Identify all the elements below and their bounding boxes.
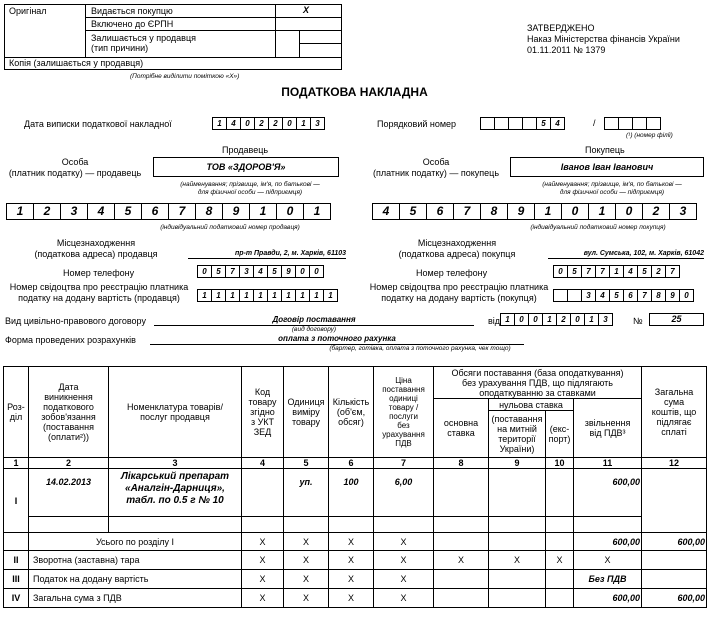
digit-box[interactable]: 1 xyxy=(6,203,34,220)
date-digits[interactable] xyxy=(212,117,325,130)
digit-box[interactable]: 4 xyxy=(550,117,565,130)
digit-box[interactable]: 2 xyxy=(268,117,283,130)
digit-box[interactable]: 0 xyxy=(514,313,529,326)
digit-box[interactable]: 5 xyxy=(399,203,427,220)
issued-to-buyer-mark[interactable]: X xyxy=(303,5,310,15)
digit-box[interactable]: 3 xyxy=(239,265,254,278)
digit-box[interactable]: 2 xyxy=(642,203,670,220)
buyer-header: Покупець xyxy=(585,145,625,155)
seller-ipn-digits[interactable] xyxy=(6,203,331,220)
section4-total[interactable]: 600,00 xyxy=(642,589,707,608)
digit-box[interactable]: 1 xyxy=(239,289,254,302)
seller-name[interactable]: ТОВ «ЗДОРОВ'Я» xyxy=(153,157,339,177)
item-exempt[interactable]: 600,00 xyxy=(574,469,642,517)
col-num-3: 3 xyxy=(109,458,242,469)
digit-box[interactable]: 2 xyxy=(254,117,269,130)
seller-address-label: Місцезнаходження (податкова адреса) продавця xyxy=(34,238,158,259)
item-zero-domestic[interactable] xyxy=(489,469,546,517)
seller-header: Продавець xyxy=(222,145,269,155)
table-row-empty xyxy=(4,517,707,533)
col-exempt: звільнення від ПДВ³ xyxy=(574,399,642,458)
approved-line2: Наказ Міністерства фінансів України xyxy=(527,34,680,44)
section3-label: Податок на додану вартість xyxy=(29,570,242,589)
x-mark: X xyxy=(329,533,374,551)
buyer-address-label: Місцезнаходження (податкова адреса) покупця xyxy=(398,238,516,259)
digit-box[interactable]: 5 xyxy=(114,203,142,220)
digit-box[interactable]: 0 xyxy=(295,265,310,278)
payment-label: Форма проведених розрахунків xyxy=(5,335,136,345)
digit-box[interactable]: 5 xyxy=(567,265,582,278)
col-nomenclature: Номенклатура товарів/ послуг продавця xyxy=(109,367,242,458)
digit-box[interactable]: 1 xyxy=(296,117,311,130)
contract-number[interactable]: 25 xyxy=(649,313,704,326)
x-mark: X xyxy=(434,551,489,570)
buyer-vat-label: Номер свідоцтва про реєстрацію платника податку на додану вартість (покупця) xyxy=(369,282,549,303)
digit-box[interactable]: 0 xyxy=(282,117,297,130)
section1-total-label: Усього по розділу I xyxy=(29,533,242,551)
x-mark: X xyxy=(374,570,434,589)
digit-box[interactable] xyxy=(632,117,647,130)
original-note: (Потрібне виділити поміткою «X») xyxy=(130,73,240,80)
buyer-ipn-digits[interactable] xyxy=(372,203,697,220)
digit-box[interactable]: 0 xyxy=(240,117,255,130)
section1-exempt-total[interactable]: 600,00 xyxy=(574,533,642,551)
contract-num-label: № xyxy=(633,316,643,326)
digit-box[interactable]: 3 xyxy=(598,313,613,326)
digit-box[interactable]: 1 xyxy=(197,289,212,302)
section-roman-2: II xyxy=(4,551,29,570)
digit-box[interactable]: 0 xyxy=(615,203,643,220)
col-code: Код товару згідно з УКТ ЗЕД xyxy=(242,367,284,458)
contract-type[interactable]: Договір поставання xyxy=(154,314,474,326)
col-zero-rate: нульова ставка xyxy=(489,399,574,411)
digit-box[interactable]: 2 xyxy=(556,313,571,326)
original-label: Оригінал xyxy=(9,6,47,16)
section1-total-row xyxy=(4,533,707,551)
digit-box[interactable]: 0 xyxy=(197,265,212,278)
x-mark: X xyxy=(284,533,329,551)
section4-row xyxy=(4,589,707,608)
copy-label: Копія (залишається у продавця) xyxy=(9,58,144,68)
col-volumes: Обсяги поставання (база оподаткування) без урахування ПДВ, що підлягають оподаткуванню за ставками xyxy=(434,367,642,399)
digit-box[interactable]: 4 xyxy=(226,117,241,130)
digit-box[interactable]: 7 xyxy=(637,289,652,302)
serial-note: (¹) (номер філії) xyxy=(626,132,673,139)
col-num-11: 11 xyxy=(574,458,642,469)
x-mark: X xyxy=(546,551,574,570)
col-zero-domestic: (поставання на митній території України) xyxy=(489,411,546,458)
digit-box[interactable]: 1 xyxy=(225,289,240,302)
digit-box[interactable]: 1 xyxy=(303,203,331,220)
digit-box[interactable]: 5 xyxy=(609,289,624,302)
digit-box[interactable] xyxy=(494,117,509,130)
page-title: ПОДАТКОВА НАКЛАДНА xyxy=(281,85,428,99)
goods-table xyxy=(3,366,707,608)
x-mark: X xyxy=(242,570,284,589)
digit-box[interactable] xyxy=(618,117,633,130)
original-copy-box xyxy=(4,4,342,70)
buyer-phone-digits[interactable] xyxy=(553,265,680,278)
digit-box[interactable]: 1 xyxy=(609,265,624,278)
approval-block xyxy=(527,23,680,56)
digit-box[interactable] xyxy=(604,117,619,130)
digit-box[interactable]: 6 xyxy=(426,203,454,220)
section4-exempt[interactable]: 600,00 xyxy=(574,589,642,608)
digit-box[interactable] xyxy=(508,117,523,130)
digit-box[interactable]: 4 xyxy=(623,265,638,278)
digit-box[interactable]: 2 xyxy=(33,203,61,220)
x-mark: X xyxy=(329,589,374,608)
digit-box[interactable] xyxy=(522,117,537,130)
col-num-8: 8 xyxy=(434,458,489,469)
digit-box[interactable] xyxy=(646,117,661,130)
x-mark: X xyxy=(329,551,374,570)
digit-box[interactable]: 8 xyxy=(195,203,223,220)
digit-box[interactable]: 1 xyxy=(253,289,268,302)
item-date[interactable]: 14.02.2013 xyxy=(29,469,109,517)
x-mark: X xyxy=(242,533,284,551)
item-quantity[interactable]: 100 xyxy=(329,469,374,517)
digit-box[interactable]: 5 xyxy=(637,265,652,278)
item-code[interactable] xyxy=(242,469,284,517)
section2-label: Зворотна (заставна) тара xyxy=(29,551,242,570)
digit-box[interactable]: 2 xyxy=(651,265,666,278)
digit-box[interactable] xyxy=(553,289,568,302)
digit-box[interactable]: 5 xyxy=(211,265,226,278)
seller-address[interactable]: пр-т Правди, 2, м. Харків, 61103 xyxy=(188,249,346,259)
col-num-7: 7 xyxy=(374,458,434,469)
digit-box[interactable]: 1 xyxy=(323,289,338,302)
digit-box[interactable]: 8 xyxy=(651,289,666,302)
x-mark: X xyxy=(242,589,284,608)
section-roman-3: III xyxy=(4,570,29,589)
column-number-row xyxy=(4,458,707,469)
col-num-4: 4 xyxy=(242,458,284,469)
item-unit[interactable]: уп. xyxy=(284,469,329,517)
col-num-12: 12 xyxy=(642,458,707,469)
branch-digits[interactable] xyxy=(604,117,661,130)
section-roman-4: IV xyxy=(4,589,29,608)
col-section: Роз- діл xyxy=(4,367,29,458)
section-roman-1: I xyxy=(4,469,29,533)
digit-box[interactable]: 1 xyxy=(249,203,277,220)
digit-box[interactable]: 7 xyxy=(225,265,240,278)
digit-box[interactable]: 6 xyxy=(141,203,169,220)
seller-ipn-note: (індивідуальний податковий номер продавця) xyxy=(160,224,300,231)
digit-box[interactable]: 7 xyxy=(453,203,481,220)
digit-box[interactable] xyxy=(480,117,495,130)
digit-box[interactable]: 1 xyxy=(542,313,557,326)
digit-box[interactable]: 1 xyxy=(534,203,562,220)
seller-phone-label: Номер телефону xyxy=(63,268,135,278)
seller-vat-label: Номер свідоцтва про реєстрацію платника податку на додану вартість (продавця) xyxy=(9,282,189,303)
serial-slash: / xyxy=(593,118,596,128)
digit-box[interactable]: 0 xyxy=(570,313,585,326)
digit-box[interactable] xyxy=(567,289,582,302)
col-zero-export: (екс- порт) xyxy=(546,411,574,458)
buyer-vat-digits[interactable] xyxy=(553,289,694,302)
digit-box[interactable]: 9 xyxy=(665,289,680,302)
digit-box[interactable]: 3 xyxy=(669,203,697,220)
digit-box[interactable]: 1 xyxy=(295,289,310,302)
issued-to-buyer-label: Видається покупцю xyxy=(91,6,173,16)
col-num-2: 2 xyxy=(29,458,109,469)
x-mark: X xyxy=(284,589,329,608)
digit-box[interactable]: 5 xyxy=(267,265,282,278)
digit-box[interactable]: 0 xyxy=(553,265,568,278)
digit-box[interactable]: 7 xyxy=(665,265,680,278)
buyer-phone-label: Номер телефону xyxy=(416,268,488,278)
col-quantity: Кількість (об'єм, обсяг) xyxy=(329,367,374,458)
item-total[interactable] xyxy=(642,469,707,533)
digit-box[interactable]: 1 xyxy=(500,313,515,326)
contract-label: Вид цивільно-правового договору xyxy=(5,316,146,326)
stays-with-seller-label: Залишається у продавця (тип причини) xyxy=(91,33,196,53)
section2-row xyxy=(4,551,707,570)
approved-line1: ЗАТВЕРДЖЕНО xyxy=(527,23,595,33)
item-price[interactable]: 6,00 xyxy=(374,469,434,517)
serial-digits[interactable] xyxy=(480,117,565,130)
x-mark: X xyxy=(284,551,329,570)
x-mark: X xyxy=(374,533,434,551)
x-mark: X xyxy=(374,589,434,608)
digit-box[interactable]: 9 xyxy=(507,203,535,220)
digit-box[interactable]: 0 xyxy=(276,203,304,220)
serial-label: Порядковий номер xyxy=(377,119,457,129)
included-erpn-label: Включено до ЄРПН xyxy=(91,19,174,29)
digit-box[interactable]: 3 xyxy=(310,117,325,130)
payment-form[interactable]: оплата з поточного рахунка xyxy=(150,333,524,345)
digit-box[interactable]: 4 xyxy=(253,265,268,278)
digit-box[interactable]: 4 xyxy=(595,289,610,302)
digit-box[interactable]: 1 xyxy=(281,289,296,302)
x-mark: X xyxy=(489,551,546,570)
digit-box[interactable]: 1 xyxy=(584,313,599,326)
digit-box[interactable]: 6 xyxy=(623,289,638,302)
digit-box[interactable]: 4 xyxy=(87,203,115,220)
digit-box[interactable]: 0 xyxy=(309,265,324,278)
digit-box[interactable]: 7 xyxy=(595,265,610,278)
payment-note: (бартер, готівка, оплата з поточного рахунка, чек тощо) xyxy=(329,345,511,352)
contract-from-label: від xyxy=(488,316,501,326)
digit-box[interactable]: 9 xyxy=(281,265,296,278)
digit-box[interactable]: 7 xyxy=(168,203,196,220)
digit-box[interactable]: 1 xyxy=(212,117,227,130)
buyer-ipn-note: (індивідуальний податковий номер покупця) xyxy=(530,224,666,231)
digit-box[interactable]: 4 xyxy=(372,203,400,220)
item-zero-export[interactable] xyxy=(546,469,574,517)
col-total: Загальна сума коштів, що підлягає сплаті xyxy=(642,367,707,458)
digit-box[interactable]: 0 xyxy=(679,289,694,302)
section3-exempt[interactable]: Без ПДВ xyxy=(574,570,642,589)
date-label: Дата виписки податкової накладної xyxy=(24,119,172,129)
col-date: Дата виникнення податкового зобов'язання (поставання (оплати²)) xyxy=(29,367,109,458)
digit-box[interactable]: 3 xyxy=(60,203,88,220)
col-basic-rate: основна ставка xyxy=(434,399,489,458)
section3-row xyxy=(4,570,707,589)
buyer-address[interactable]: вул. Сумська, 102, м. Харків, 61042 xyxy=(548,249,704,259)
seller-person-label: Особа (платник податку) — продавець xyxy=(8,157,142,178)
digit-box[interactable]: 7 xyxy=(581,265,596,278)
contract-date-digits[interactable] xyxy=(500,313,613,326)
seller-phone-digits[interactable] xyxy=(197,265,324,278)
col-num-5: 5 xyxy=(284,458,329,469)
digit-box[interactable]: 1 xyxy=(588,203,616,220)
col-num-9: 9 xyxy=(489,458,546,469)
digit-box[interactable]: 8 xyxy=(480,203,508,220)
digit-box[interactable]: 1 xyxy=(267,289,282,302)
digit-box[interactable]: 1 xyxy=(211,289,226,302)
col-num-10: 10 xyxy=(546,458,574,469)
contract-note: (вид договору) xyxy=(291,326,337,333)
x-mark: X xyxy=(284,570,329,589)
col-num-1: 1 xyxy=(4,458,29,469)
digit-box[interactable]: 1 xyxy=(309,289,324,302)
section1-grand-total[interactable]: 600,00 xyxy=(642,533,707,551)
item-name[interactable]: Лікарський препарат «Аналгін-Дарниця», табл. по 0.5 г № 10 xyxy=(109,469,242,517)
digit-box[interactable]: 5 xyxy=(536,117,551,130)
digit-box[interactable]: 3 xyxy=(581,289,596,302)
seller-vat-digits[interactable] xyxy=(197,289,338,302)
digit-box[interactable]: 0 xyxy=(561,203,589,220)
seller-name-note: (найменування; прізвище, ім'я, по батькові — для фізичної особи — підприємця) xyxy=(180,181,320,196)
buyer-name-note: (найменування; прізвище, ім'я, по батькові — для фізичної особи — підприємця) xyxy=(542,181,682,196)
buyer-name[interactable]: Іванов Іван Іванович xyxy=(510,157,704,177)
x-mark: X xyxy=(329,570,374,589)
digit-box[interactable]: 0 xyxy=(528,313,543,326)
table-row xyxy=(4,469,707,517)
buyer-person-label: Особа (платник податку) — покупець xyxy=(372,157,500,178)
x-mark: X xyxy=(374,551,434,570)
col-num-6: 6 xyxy=(329,458,374,469)
digit-box[interactable]: 9 xyxy=(222,203,250,220)
approved-line3: 01.11.2011 № 1379 xyxy=(527,45,606,55)
x-mark: X xyxy=(242,551,284,570)
col-price: Ціна поставання одиниці товару / послуги без урахування ПДВ xyxy=(374,367,434,458)
section4-label: Загальна сума з ПДВ xyxy=(29,589,242,608)
col-unit: Одиниця виміру товару xyxy=(284,367,329,458)
x-mark: X xyxy=(574,551,642,570)
item-basic[interactable] xyxy=(434,469,489,517)
